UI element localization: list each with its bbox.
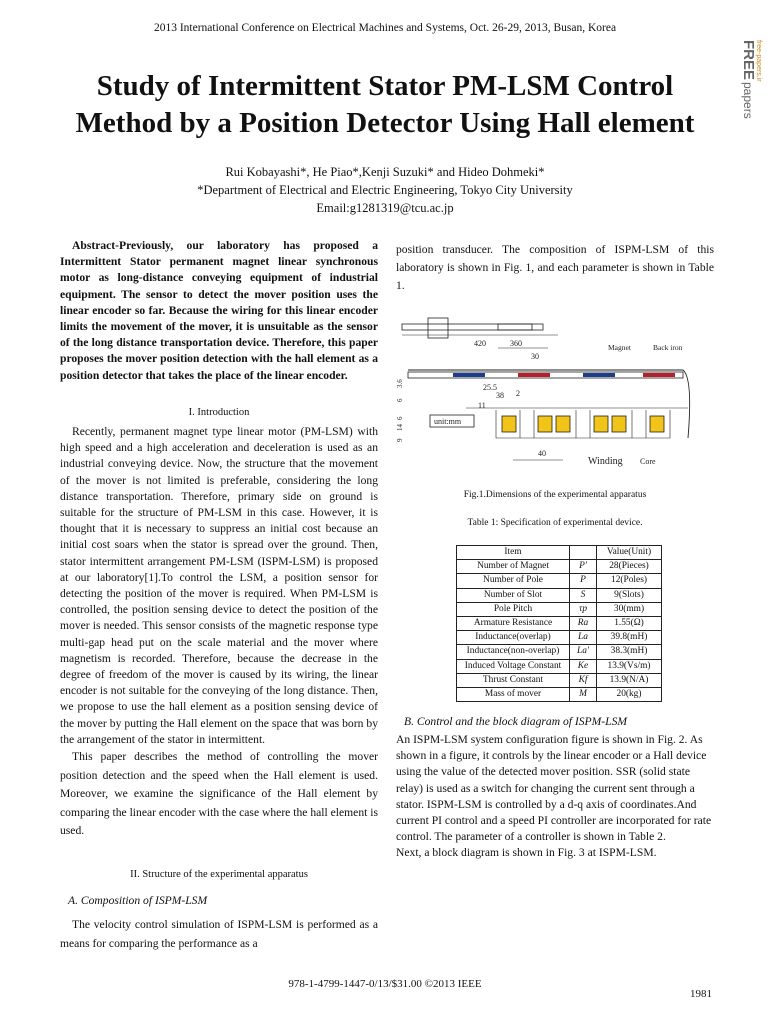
table-row [457,673,662,687]
dim-360: 360 [510,339,522,348]
dim-v-6: 6 [396,398,404,402]
table-cell-item: Armature Resistance [457,616,570,630]
author-affiliation: *Department of Electrical and Electric Engineering, Tokyo City University [197,183,573,197]
table-cell-item: Inductance(overlap) [457,631,570,645]
section-2-heading: II. Structure of the experimental apparatus [130,869,308,880]
table-cell-item: Number of Slot [457,588,570,602]
table-cell-symbol: S [570,588,597,602]
subsection-a-continuation: position transducer. The composition of ISPM-LSM of this laboratory is shown in Fig. 1, and each parameter is shown in Table 1. [396,243,714,292]
coil-5 [612,416,626,432]
table-cell-item: Mass of mover [457,687,570,701]
subsection-b-heading: B. Control and the block diagram of ISPM-LSM [404,715,628,728]
label-magnet: Magnet [608,343,631,352]
magnet-3 [583,373,615,377]
core-outline [496,410,670,438]
table-1-caption: Table 1: Specification of experimental device. [467,518,643,528]
table-cell-value: 1.55(Ω) [597,616,662,630]
figure-1-diagram [398,318,716,478]
subsection-a-paragraph: The velocity control simulation of ISPM-LSM is performed as a means for comparing the performance as a [60,918,378,950]
table-cell-value: 13.9(Vs/m) [597,659,662,673]
table-cell-symbol: Kf [570,673,597,687]
table-cell-value: 30(mm) [597,602,662,616]
dim-v-9: 9 [396,438,404,442]
abstract: Abstract-Previously, our laboratory has proposed a Intermittent Stator permanent magnet linear synchronous motor as long-distance conveying equipment of industrial equipment. The sensor to detect the mover position uses the linear encoder so far. Because the wiring for this linear encoder limits the movement of the mover, it is unsuitable as the sensor of the long distance transportation device. Therefore, this paper proposes the mover position detection with the hall element as a position detector that takes the place of the linear encoder. [60,239,378,382]
dim-v-3-6: 3.6 [396,379,404,388]
figure-1-caption: Fig.1.Dimensions of the experimental apparatus [463,490,647,500]
footer-code: 978-1-4799-1447-0/13/$31.00 ©2013 IEEE [288,978,482,990]
table-cell-value: 12(Poles) [597,574,662,588]
table-cell-symbol: M [570,687,597,701]
subsection-a-text [60,915,378,953]
table-row [457,560,662,574]
table-cell-symbol: Ke [570,659,597,673]
dim-v-14: 14 [396,424,404,431]
table-cell-value: 9(Slots) [597,588,662,602]
dim-38: 38 [496,391,504,400]
title-line-2: Method by a Position Detector Using Hall element [75,107,695,139]
dim-30: 30 [531,352,539,361]
dim-11: 11 [478,401,486,410]
coil-6 [650,416,664,432]
table-row [457,588,662,602]
label-unit: unit:mm [434,417,462,426]
table-cell-item: Induced Voltage Constant [457,659,570,673]
table-cell-value: Value(Unit) [597,546,662,560]
subsection-a-heading: A. Composition of ISPM-LSM [68,894,208,907]
label-back-iron: Back iron [653,343,683,352]
table-cell-value: 28(Pieces) [597,560,662,574]
coil-4 [594,416,608,432]
label-core: Core [640,457,656,466]
table-cell-value: 20(kg) [597,687,662,701]
table-cell-symbol: La' [570,645,597,659]
svg-text:free-papers.ir: free-papers.ir [755,40,762,82]
table-cell-item: Number of Pole [457,574,570,588]
table-cell-symbol: La [570,631,597,645]
subsection-b-body [396,732,714,862]
intro-paragraph-1: Recently, permanent magnet type linear motor (PM-LSM) with high speed and a high acceleration and deceleration is used as an industrial conveying device. Now, the structure that the movement of the mover is not limited is preferable, considering the long distance transportation. Therefore, primary side on ground is suitable for the structure of PM-LSM in this case. However, it is thought that it is necessary to suppress an initial cost because an initial cost soars when the stator is spread over the ground. Then, stator intermittent arrangement PM-LSM (ISPM-LSM) is proposed at our laboratory[1].To control the LSM, a position sensor for detecting the position of the mover is required. When PM-LSM is controlled, the position sensing device to detect the position of the mover is needed. This sensor consists of the magnetic response type multi-gap head put on the scale material and the mover where magnetism is recorded. Therefore, because the decrease in the degree of freedom of the mover is caused by its wiring, the linear encoder is not suitable for the conveying of the long distance. Then, we propose to use the hall element as a position sensing device of the mover by putting the Hall element on the space that was born by the arrangement of the stator in intermittent. [60,425,378,746]
table-cell-item: Thrust Constant [457,673,570,687]
table-header-row [457,546,662,560]
page-number: 1981 [690,988,712,1000]
section-1-heading: I. Introduction [188,407,250,418]
svg-text:papers: papers [741,82,755,119]
stator-coils [502,416,664,432]
table-cell-symbol: P' [570,560,597,574]
table-row [457,616,662,630]
paper-title [40,68,730,142]
magnet-4 [643,373,675,377]
coil-2 [538,416,552,432]
coil-3 [556,416,570,432]
table-cell-symbol: τp [570,602,597,616]
intro-paragraph-2: This paper describes the method of controlling the mover position detection and the speed when the Hall element is used. Moreover, we examine the significance of the Hall element by comparing the linear encoder with the case where the hall element is used. [60,750,378,838]
author-email: Email:g1281319@tcu.ac.jp [316,201,454,215]
table-cell-item: Pole Pitch [457,602,570,616]
table-row [457,687,662,701]
table-row [457,659,662,673]
dim-2: 2 [516,389,520,398]
free-papers-logo [738,40,762,160]
author-names: Rui Kobayashi*, He Piao*,Kenji Suzuki* and Hideo Dohmeki* [225,165,545,179]
magnet-1 [453,373,485,377]
section-1-body [60,424,378,841]
free-papers-badge [738,40,762,160]
svg-text:FREE: FREE [740,40,757,81]
dim-420: 420 [474,339,486,348]
author-block [0,163,770,217]
table-row [457,645,662,659]
table-cell-value: 39.8(mH) [597,631,662,645]
dim-v-6b: 6 [396,416,404,420]
dim-40: 40 [538,449,546,458]
table-cell-symbol: Ra [570,616,597,630]
table-cell-symbol: P [570,574,597,588]
top-rail-right [498,324,543,330]
table-row [457,602,662,616]
table-cell-item: Number of Magnet [457,560,570,574]
coil-1 [502,416,516,432]
subsection-b-paragraph: An ISPM-LSM system configuration figure is shown in Fig. 2. As shown in a figure, it controls by the linear encoder or a Hall device using the value of the detected mover position. SSR (solid state relay) is used as a switch for changing the current sent through a stator. ISPM-LSM is controlled by a d-q axis of coordinates.And current PI control and a speed PI controller are incorporated for rate control. The parameter of a controller is shown in Table 2. [396,733,712,844]
top-rail-left [402,324,532,330]
table-cell-value: 13.9(N/A) [597,673,662,687]
table-cell-value: 38.3(mH) [597,645,662,659]
conference-header: 2013 International Conference on Electrical Machines and Systems, Oct. 26-29, 2013, Busan, Korea [153,22,617,34]
dim-25-5: 25.5 [483,383,497,392]
table-cell-item: Item [457,546,570,560]
stator-core [496,410,670,438]
spec-table [456,545,662,702]
label-winding: Winding [588,456,623,467]
table-cell-item: Inductance(non-overlap) [457,645,570,659]
table-row [457,631,662,645]
title-line-1: Study of Intermittent Stator PM-LSM Control [96,70,674,102]
table-row [457,574,662,588]
figure-1 [398,318,716,478]
subsection-b-paragraph-2: Next, a block diagram is shown in Fig. 3 at ISPM-LSM. [396,846,657,860]
table-cell-symbol [570,546,597,560]
magnet-2 [518,373,550,377]
